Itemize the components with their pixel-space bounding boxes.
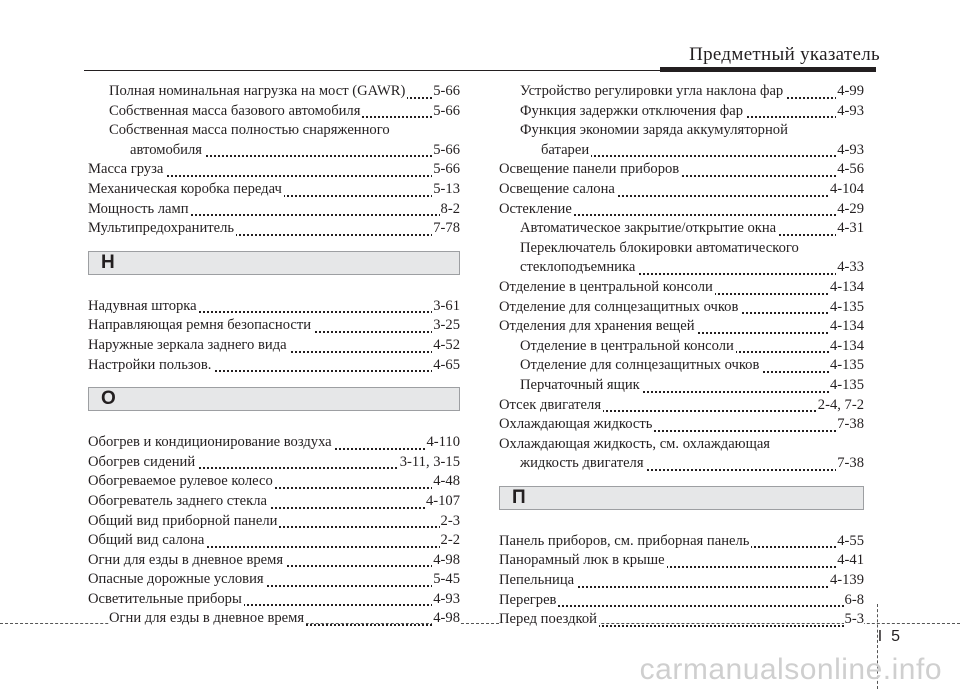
index-entry: Автоматическое закрытие/открытие окна 4-31	[499, 219, 864, 239]
index-entry: Функция задержки отключения фар 4-93	[499, 102, 864, 122]
index-entry: Охлаждающая жидкость 7-38	[499, 415, 864, 435]
index-entry: Отделение для солнцезащитных очков 4-135	[499, 356, 864, 376]
index-entry: Панель приборов, см. приборная панель 4-55	[499, 532, 864, 552]
index-entry: Опасные дорожные условия 5-45	[88, 570, 460, 590]
index-entry: Отсек двигателя 2-4, 7-2	[499, 396, 864, 416]
index-entry: стеклоподъемника 4-33	[499, 258, 864, 278]
page-number	[878, 628, 900, 646]
index-entry: Осветительные приборы 4-93	[88, 590, 460, 610]
index-entry: Обогреватель заднего стекла 4-107	[88, 492, 460, 512]
header-rule-accent	[660, 67, 876, 72]
index-entry: Перегрев 6-8	[499, 591, 864, 611]
index-entry-line1: Собственная масса полностью снаряженного	[109, 122, 390, 139]
index-entry: Мощность ламп 8-2	[88, 200, 460, 220]
index-entry: Освещение салона 4-104	[499, 180, 864, 200]
section-header-n: Н	[88, 251, 460, 275]
index-entry: Перчаточный ящик 4-135	[499, 376, 864, 396]
index-entry: Мультипредохранитель 7-78	[88, 219, 460, 239]
index-entry-line1: Функция экономии заряда аккумуляторной	[520, 122, 788, 139]
page-number-value: 5	[891, 628, 900, 645]
index-entry: жидкость двигателя 7-38	[499, 454, 864, 474]
index-entry: Панорамный люк в крыше 4-41	[499, 551, 864, 571]
index-entry: Механическая коробка передач 5-13	[88, 180, 460, 200]
section-header-o: О	[88, 387, 460, 411]
index-entry: автомобиля 5-66	[88, 141, 460, 161]
index-entry: батареи 4-93	[499, 141, 864, 161]
watermark: carmanualsonline.info	[639, 653, 942, 686]
index-entry: Отделение в центральной консоли 4-134	[499, 278, 864, 298]
index-entry: Полная номинальная нагрузка на мост (GAWR) 5-66	[88, 82, 460, 102]
index-entry: Направляющая ремня безопасности 3-25	[88, 316, 460, 336]
index-entry: Обогрев сидений 3-11, 3-15	[88, 453, 460, 473]
index-entry: Отделения для хранения вещей 4-134	[499, 317, 864, 337]
index-entry: Огни для езды в дневное время 4-98	[88, 551, 460, 571]
index-entry-line1: Охлаждающая жидкость, см. охлаждающая	[499, 435, 771, 452]
page-title: Предметный указатель	[689, 44, 880, 65]
index-entry: Обогреваемое рулевое колесо 4-48	[88, 472, 460, 492]
index-entry: Пепельница 4-139	[499, 571, 864, 591]
index-entry: Общий вид приборной панели 2-3	[88, 512, 460, 532]
index-entry: Огни для езды в дневное время 4-98	[88, 609, 460, 629]
index-entry: Обогрев и кондиционирование воздуха 4-110	[88, 433, 460, 453]
index-entry-line1: Переключатель блокировки автоматического	[520, 239, 799, 256]
chapter-number: I	[877, 628, 883, 645]
section-header-p: П	[499, 486, 864, 510]
index-entry: Собственная масса базового автомобиля 5-66	[88, 102, 460, 122]
left-column	[88, 82, 460, 629]
index-entry: Общий вид салона 2-2	[88, 531, 460, 551]
index-entry: Надувная шторка 3-61	[88, 297, 460, 317]
index-entry: Остекление 4-29	[499, 200, 864, 220]
right-column	[499, 82, 864, 630]
index-entry: Наружные зеркала заднего вида 4-52	[88, 336, 460, 356]
index-entry: Настройки пользов. 4-65	[88, 356, 460, 376]
index-entry: Устройство регулировки угла наклона фар 4-99	[499, 82, 864, 102]
index-entry: Освещение панели приборов 4-56	[499, 160, 864, 180]
index-entry: Отделение в центральной консоли 4-134	[499, 337, 864, 357]
index-entry: Масса груза 5-66	[88, 160, 460, 180]
index-entry: Отделение для солнцезащитных очков 4-135	[499, 298, 864, 318]
index-entry: Перед поездкой 5-3	[499, 610, 864, 630]
